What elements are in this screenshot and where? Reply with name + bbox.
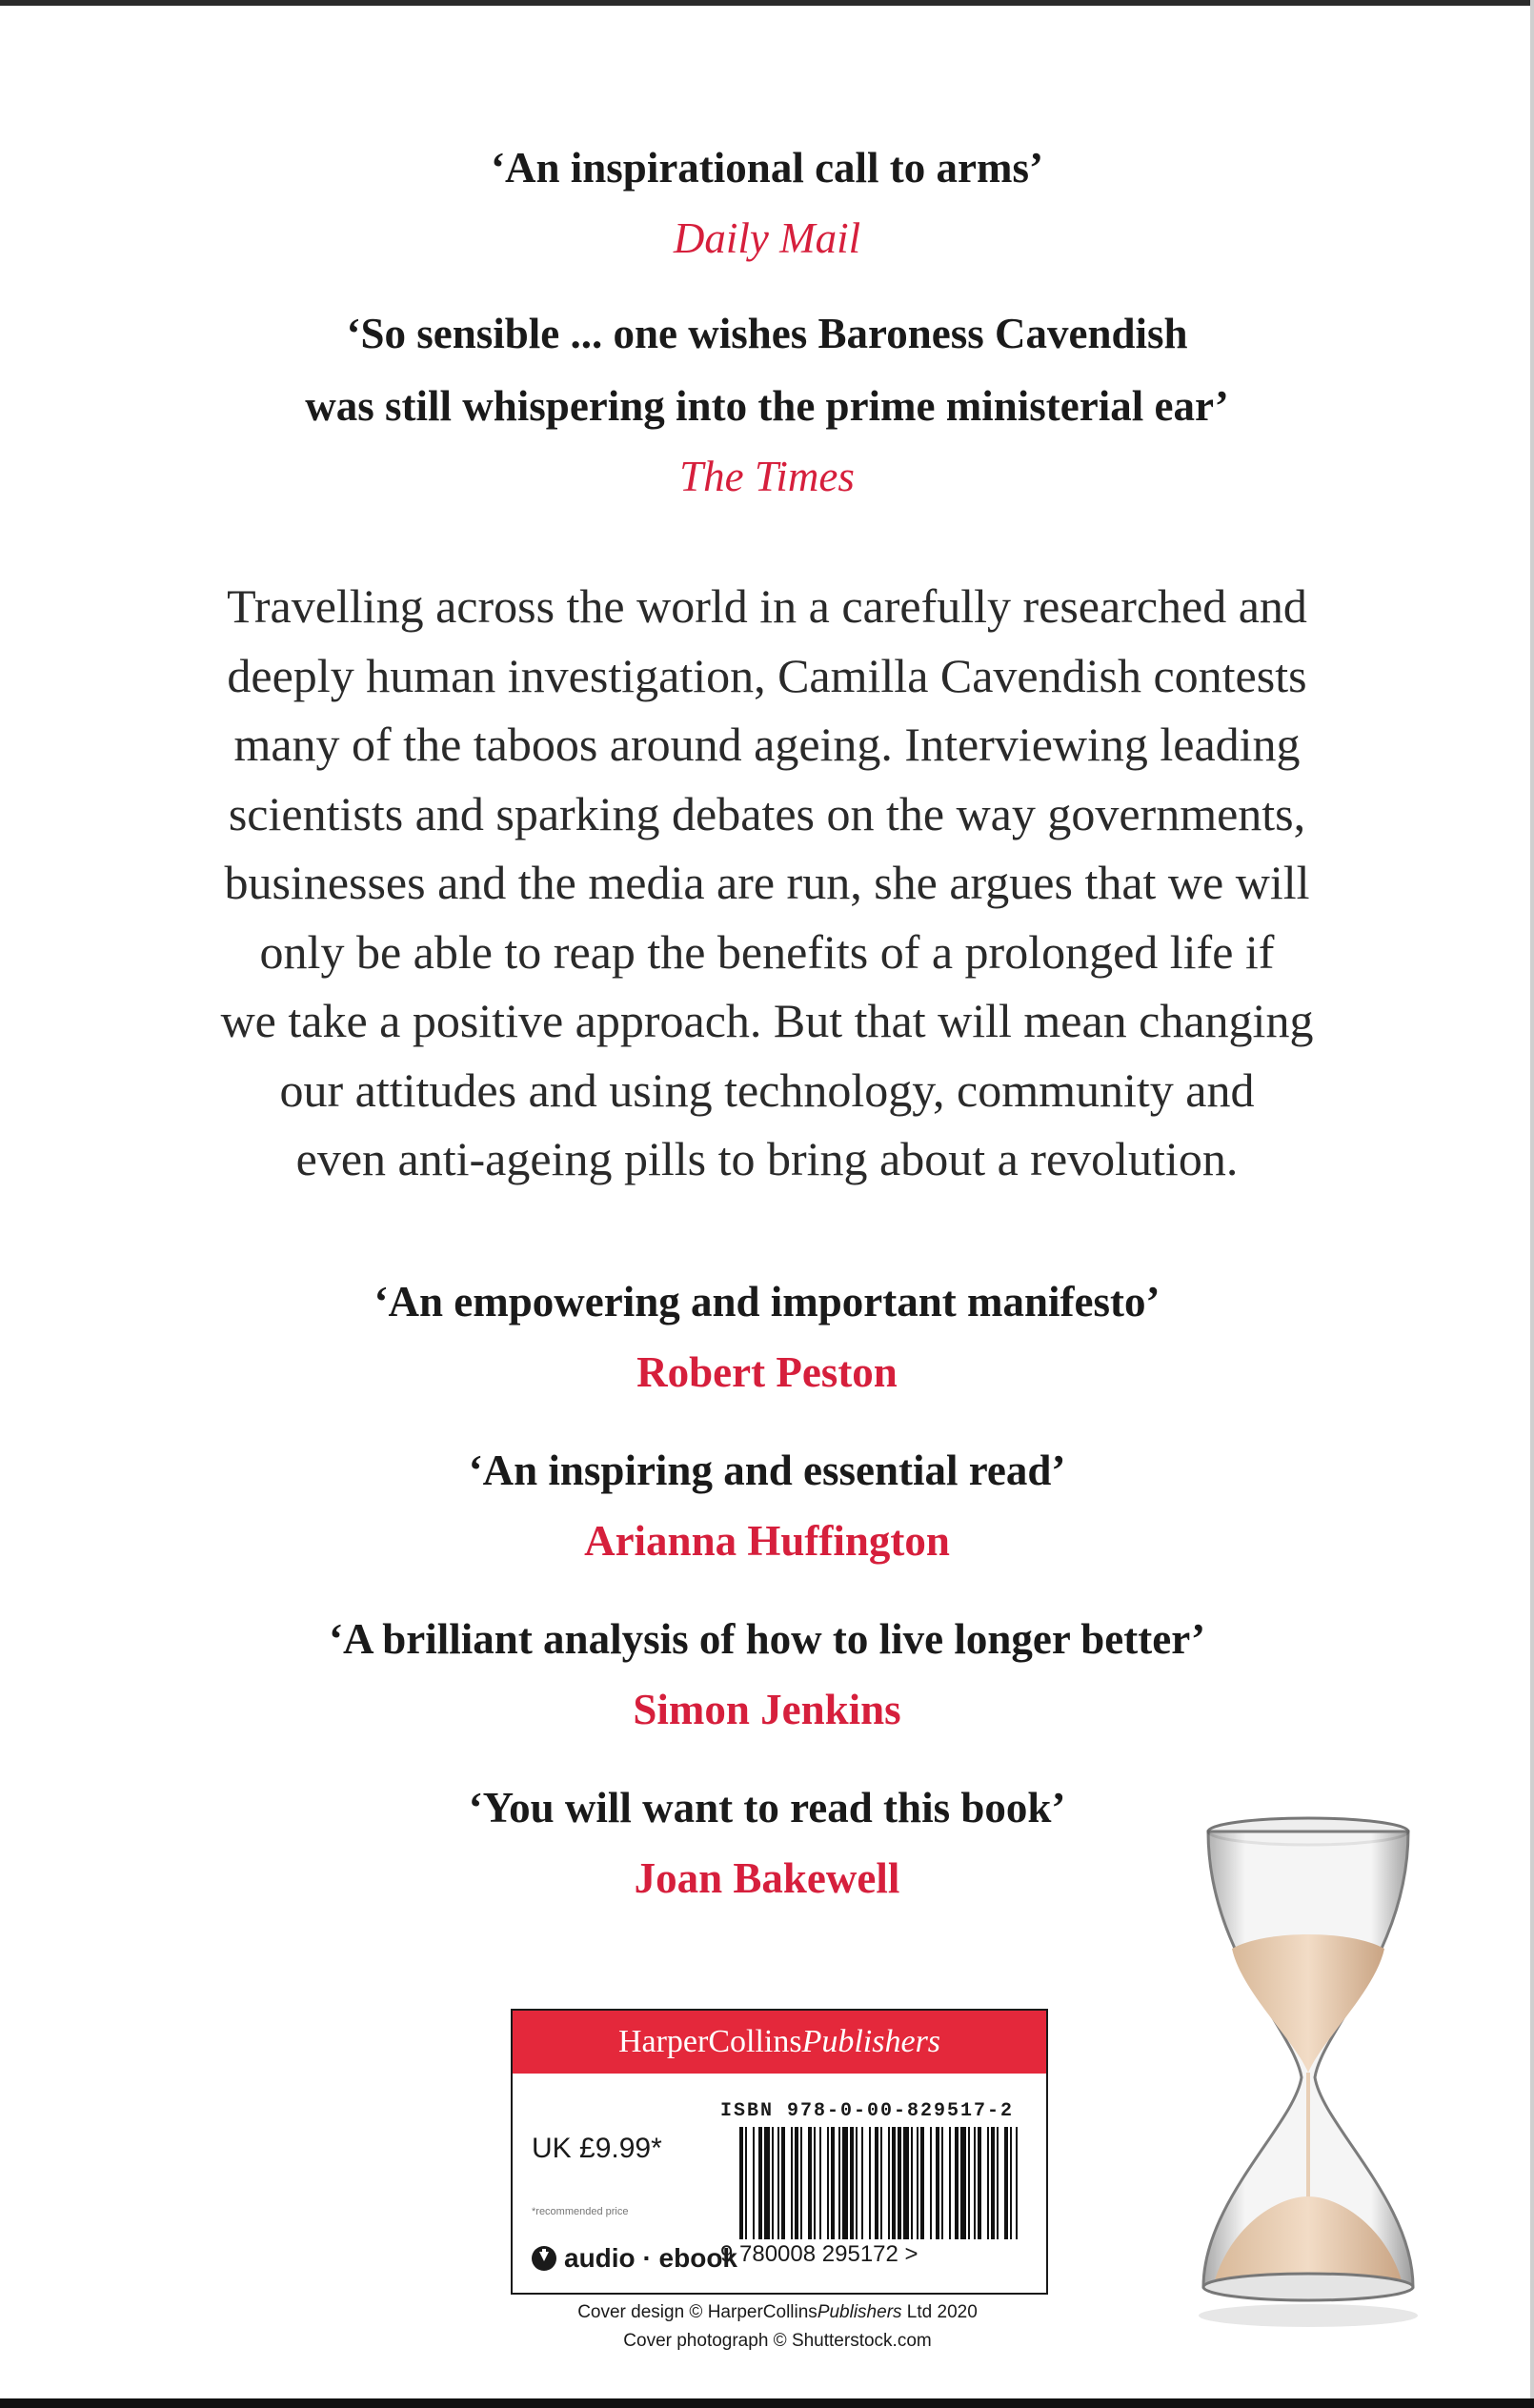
blurb-line: deeply human investigation, Camilla Cavendish contests (227, 648, 1307, 702)
book-blurb (143, 572, 1391, 1194)
quote-attribution: Joan Bakewell (634, 1854, 900, 1902)
design-credit-italic: Publishers (817, 2302, 902, 2322)
quote-attribution: Robert Peston (636, 1348, 898, 1396)
cover-credits (511, 2298, 1044, 2356)
quote-text: ‘A brilliant analysis of how to live longer better’ (329, 1615, 1205, 1663)
quote-arianna-huffington (0, 1434, 1534, 1575)
cover-photo-credit: Cover photograph © Shutterstock.com (623, 2331, 932, 2351)
blurb-line: businesses and the media are run, she argues that we will (224, 856, 1310, 909)
blurb-line: our attitudes and using technology, community and (279, 1062, 1255, 1117)
blurb-line: even anti-ageing pills to bring about a revolution. (295, 1132, 1239, 1185)
price-label: UK £9.99* (532, 2133, 662, 2164)
publisher-name: HarperCollins (617, 2024, 802, 2059)
blurb-line: we take a positive approach. But that will mean changing (220, 994, 1314, 1047)
blurb-line: only be able to reap the benefits of a prolonged life if (259, 924, 1275, 979)
download-circle-icon (532, 2246, 556, 2271)
cover-design-credit (511, 2298, 1044, 2327)
barcode-digits: 9 780008 295172 > (720, 2241, 918, 2267)
quote-text-line-1: ‘So sensible ... one wishes Baroness Cavendish (346, 310, 1188, 357)
publisher-logo-bar (513, 2011, 1046, 2074)
isbn-label: ISBN 978-0-00-829517-2 (720, 2100, 1015, 2122)
quote-attribution: Simon Jenkins (633, 1686, 901, 1733)
quote-text-line-2: was still whispering into the prime ministerial ear’ (305, 382, 1229, 430)
design-credit-prefix: Cover design © HarperCollins (577, 2302, 817, 2322)
quote-text: ‘You will want to read this book’ (468, 1784, 1066, 1831)
blurb-line: Travelling across the world in a carefully researched and (227, 579, 1307, 633)
quote-attribution: Arianna Huffington (584, 1517, 950, 1565)
cover-top-edge (0, 0, 1534, 6)
formats-label: audio · ebook (564, 2243, 737, 2273)
cover-bottom-edge (0, 2398, 1534, 2408)
design-credit-suffix: Ltd 2020 (901, 2302, 978, 2322)
blurb-line: many of the taboos around ageing. Interviewing leading (233, 718, 1301, 771)
quote-the-times (0, 297, 1534, 511)
blurb-line: scientists and sparking debates on the way governments, (228, 786, 1306, 840)
quote-attribution: Daily Mail (673, 214, 861, 262)
publisher-name-italic: Publishers (801, 2024, 941, 2059)
quote-text: ‘An inspirational call to arms’ (491, 144, 1043, 192)
quote-robert-peston (0, 1265, 1534, 1406)
available-formats (532, 2243, 737, 2274)
quote-daily-mail (0, 132, 1534, 273)
quote-simon-jenkins (0, 1603, 1534, 1744)
quote-text: ‘An empowering and important manifesto’ (373, 1278, 1161, 1325)
quote-attribution: The Times (679, 453, 855, 500)
hourglass-icon (1189, 1811, 1427, 2344)
recommended-price-note: *recommended price (532, 2206, 629, 2217)
barcode (739, 2127, 1020, 2239)
quote-text: ‘An inspiring and essential read’ (468, 1447, 1066, 1494)
price-barcode-box (511, 2009, 1048, 2295)
